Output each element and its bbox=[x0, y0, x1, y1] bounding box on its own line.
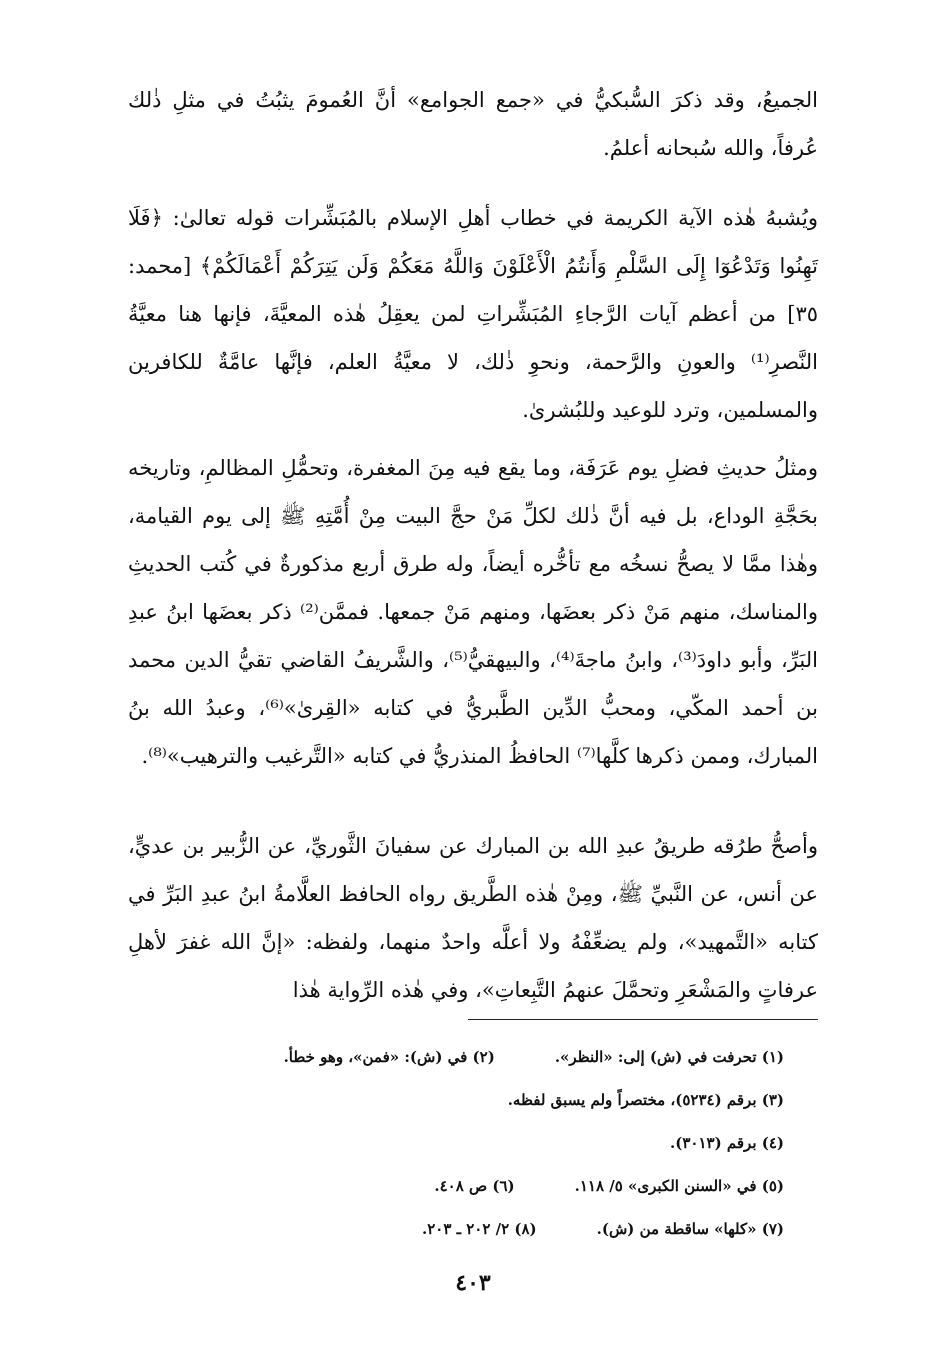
paragraph-text: الجميعُ، وقد ذكرَ السُّبكيُّ في «جمع الجوامع» أنَّ العُمومَ يثبُتُ في مثلِ ذٰلك عُرفاً، والله سُبحانه أعلمُ. bbox=[128, 88, 818, 160]
body-paragraph-4 bbox=[128, 822, 818, 1014]
footnote-row bbox=[144, 1165, 784, 1208]
footnotes bbox=[144, 1036, 784, 1251]
page-number: ٤٠٣ bbox=[455, 1270, 491, 1296]
footnote-6: (٦) ص ٤٠٨. bbox=[434, 1177, 515, 1195]
body-paragraph-3 bbox=[128, 444, 818, 780]
footnote-1: (١) تحرفت في (ش) إلى: «النظر». bbox=[554, 1048, 784, 1066]
footnote-8: (٨) ٢/ ٢٠٢ ـ ٢٠٣. bbox=[421, 1220, 537, 1238]
footnote-7: (٧) «كلها» ساقطة من (ش). bbox=[596, 1220, 784, 1238]
footnote-row bbox=[144, 1079, 784, 1122]
paragraph-text: وأصحُّ طرُقه طريقُ عبدِ الله بن المبارك عن سفيانَ الثَّوريِّ، عن الزُّبير بن عديٍّ، عن أنس، عن النَّبيِّ ﷺ، ومِنْ هٰذه الطَّريق رواه الحافظ العلَّامةُ ابنُ عبدِ البَرِّ في كتابه «التَّمهيد»، ولم يضعِّفْهُ ولا أعلَّه واحدٌ منهما، ولفظه: «إنَّ الله غفرَ لأهلِ عرفاتٍ والمَشْعَرِ وتحمَّلَ عنهمُ التَّبِعاتِ»، وفي هٰذه الرِّواية هٰذا bbox=[128, 834, 818, 1002]
footnote-3: (٣) برقم (٥٢٣٤)، مختصراً ولم يسبق لفظه. bbox=[507, 1091, 784, 1109]
footnote-4: (٤) برقم (٣٠١٣). bbox=[670, 1134, 784, 1152]
footnote-row bbox=[144, 1208, 784, 1251]
paragraph-text: ويُشبهُ هٰذه الآية الكريمة في خطاب أهلِ الإسلام بالمُبَشِّرات قوله تعالىٰ: ﴿فَلَا تَهِنُوا وَتَدْعُوٓا إِلَى السَّلْمِ وَأَنتُمُ الْأَعْلَوْنَ وَاللَّهُ مَعَكُمْ وَلَن يَتِرَكُمْ أَعْمَالَكُمْ﴾ [محمد: ٣٥] من أعظم آيات الرَّجاءِ المُبَشِّراتِ لمن يعقِلُ هٰذه المعيَّةَ، فإنها هنا معيَّةُ النَّصرِ⁽¹⁾ والعونِ والرَّحمة، ونحوِ ذٰلك، لا معيَّةُ العلم، فإنَّها عامَّةٌ للكافرين والمسلمين، وترد للوعيد وللبُشرىٰ. bbox=[128, 206, 818, 422]
footnote-row bbox=[144, 1036, 784, 1079]
footnote-2: (٢) في (ش): «فمن»، وهو خطأ. bbox=[283, 1048, 495, 1066]
body-paragraph-2 bbox=[128, 194, 818, 434]
paragraph-text: ومثلُ حديثِ فضلِ يوم عَرَفَة، وما يقع فيه مِنَ المغفرة، وتحمُّلِ المظالمِ، وتاريخه بحَجَّةِ الوداع، بل فيه أنَّ ذٰلك لكلِّ مَنْ حجَّ البيت مِنْ أُمَّتِهِ ﷺ إلى يوم القيامة، وهٰذا ممَّا لا يصحُّ نسخُه مع تأخُّره أيضاً، وله طرق أربع مذكورةٌ في كُتب الحديثِ والمناسك، منهم مَنْ ذكر بعضَها، ومنهم مَنْ جمعها. فممَّن⁽²⁾ ذكر بعضَها ابنُ عبدِ البَرِّ، وأبو داودَ⁽³⁾، وابنُ ماجةَ⁽⁴⁾، والبيهقيُّ⁽⁵⁾، والشَّريفُ القاضي تقيُّ الدين محمد بن أحمد المكّي، ومحبُّ الدِّين الطَّبريُّ في كتابه «القِرىٰ»⁽⁶⁾، وعبدُ الله بنُ المبارك، وممن ذكرها كلَّها⁽⁷⁾ الحافظُ المنذريُّ في كتابه «التَّرغيب والترهيب»⁽⁸⁾. bbox=[128, 456, 818, 768]
footnote-row bbox=[144, 1122, 784, 1165]
body-paragraph-1 bbox=[128, 76, 818, 172]
footnote-separator bbox=[468, 1019, 818, 1020]
footnote-5: (٥) في «السنن الكبرى» ٥/ ١١٨. bbox=[574, 1177, 784, 1195]
